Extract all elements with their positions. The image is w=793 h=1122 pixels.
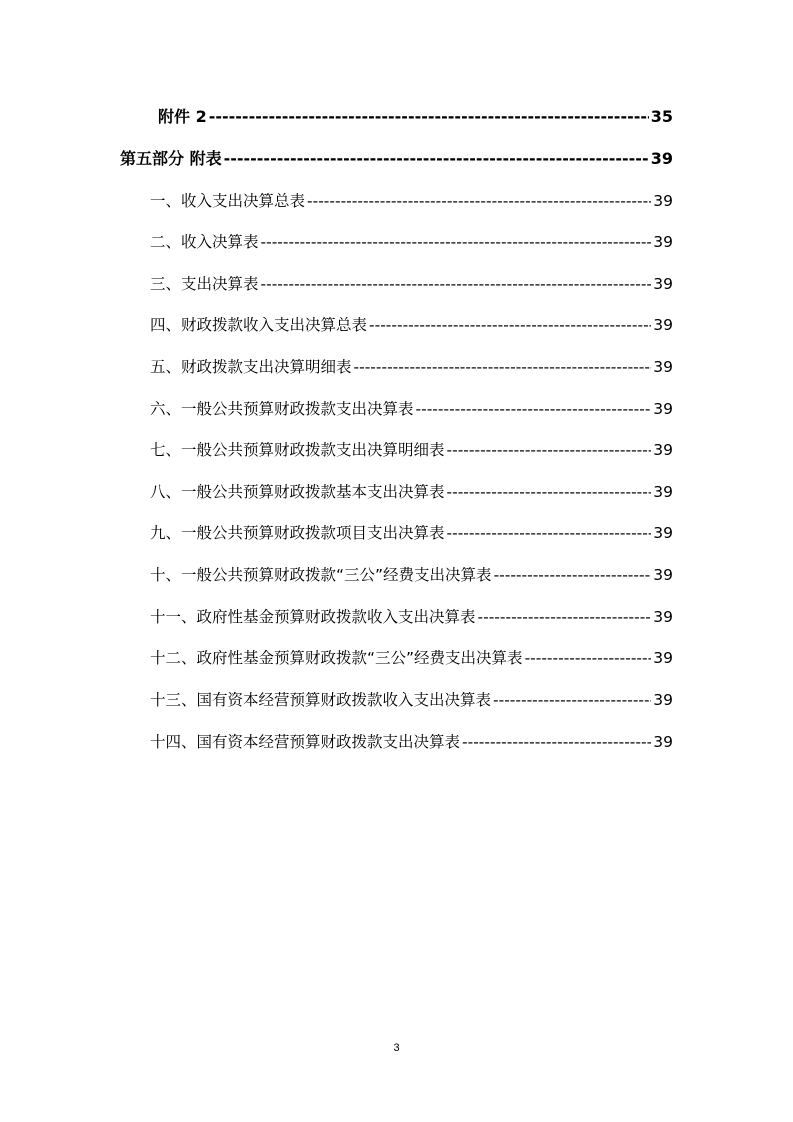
toc-entry-label: 附件 2 bbox=[158, 107, 207, 126]
toc-entry-8[interactable] bbox=[150, 479, 673, 505]
toc-entry-label: 十一、政府性基金预算财政拨款收入支出决算表 bbox=[150, 608, 476, 626]
toc-entry-page: 39 bbox=[653, 733, 673, 751]
toc-entry-label: 五、财政拨款支出决算明细表 bbox=[150, 358, 352, 376]
toc-entry-label: 八、一般公共预算财政拨款基本支出决算表 bbox=[150, 483, 445, 501]
toc-entry-page: 39 bbox=[653, 192, 673, 210]
toc-leader bbox=[369, 312, 651, 338]
toc-entry-label: 十三、国有资本经营预算财政拨款收入支出决算表 bbox=[150, 691, 492, 709]
toc-entry-6[interactable] bbox=[150, 396, 673, 422]
toc-leader bbox=[307, 188, 651, 214]
toc-entry-label: 一、收入支出决算总表 bbox=[150, 192, 306, 210]
toc-entry-page: 39 bbox=[653, 233, 673, 251]
toc-entry-2[interactable] bbox=[150, 229, 673, 255]
toc-leader bbox=[447, 479, 652, 505]
toc-leader bbox=[261, 229, 652, 255]
toc-leader bbox=[416, 396, 652, 422]
toc-entry-page: 39 bbox=[650, 149, 673, 168]
toc-entry-page: 39 bbox=[653, 524, 673, 542]
toc-leader bbox=[462, 729, 651, 755]
toc-entry-page: 39 bbox=[653, 483, 673, 501]
toc-entry-page: 39 bbox=[653, 608, 673, 626]
toc-leader bbox=[525, 645, 652, 671]
toc-entry-13[interactable] bbox=[150, 687, 673, 713]
toc-leader bbox=[354, 354, 652, 380]
toc-entry-label: 九、一般公共预算财政拨款项目支出决算表 bbox=[150, 524, 445, 542]
toc-leader bbox=[493, 687, 651, 713]
toc-entry-label: 七、一般公共预算财政拨款支出决算明细表 bbox=[150, 441, 445, 459]
toc-entry-label: 六、一般公共预算财政拨款支出决算表 bbox=[150, 400, 414, 418]
toc-entry-appendix-2[interactable] bbox=[158, 104, 673, 130]
toc-entry-label: 二、收入决算表 bbox=[150, 233, 259, 251]
toc-leader bbox=[447, 437, 652, 463]
toc-entry-page: 39 bbox=[653, 691, 673, 709]
toc-entry-1[interactable] bbox=[150, 188, 673, 214]
toc-entry-label: 十、一般公共预算财政拨款“三公”经费支出决算表 bbox=[150, 566, 492, 584]
toc-entry-page: 39 bbox=[653, 358, 673, 376]
toc-entry-5[interactable] bbox=[150, 354, 673, 380]
toc-leader bbox=[494, 562, 652, 588]
toc-entry-10[interactable] bbox=[150, 562, 673, 588]
toc-entry-label: 第五部分 附表 bbox=[120, 149, 222, 168]
toc-entry-page: 39 bbox=[653, 566, 673, 584]
toc-entry-3[interactable] bbox=[150, 271, 673, 297]
toc-entry-page: 35 bbox=[650, 107, 673, 126]
toc-entry-page: 39 bbox=[653, 441, 673, 459]
toc-entry-label: 十二、政府性基金预算财政拨款“三公”经费支出决算表 bbox=[150, 649, 523, 667]
toc-entry-4[interactable] bbox=[150, 312, 673, 338]
toc-entry-page: 39 bbox=[653, 316, 673, 334]
toc-entry-label: 十四、国有资本经营预算财政拨款支出决算表 bbox=[150, 733, 461, 751]
toc-entry-9[interactable] bbox=[150, 520, 673, 546]
toc-leader bbox=[224, 146, 649, 172]
toc-entry-14[interactable] bbox=[150, 729, 673, 755]
toc-entry-page: 39 bbox=[653, 649, 673, 667]
toc-entry-page: 39 bbox=[653, 400, 673, 418]
toc-entry-7[interactable] bbox=[150, 437, 673, 463]
toc-leader bbox=[261, 271, 652, 297]
toc-entry-part-5[interactable] bbox=[120, 146, 673, 172]
toc-entry-page: 39 bbox=[653, 275, 673, 293]
toc-leader bbox=[447, 520, 652, 546]
toc-leader bbox=[209, 104, 649, 130]
page-number: 3 bbox=[393, 1042, 400, 1054]
toc-leader bbox=[478, 604, 652, 630]
toc-entry-11[interactable] bbox=[150, 604, 673, 630]
toc-entry-label: 四、财政拨款收入支出决算总表 bbox=[150, 316, 368, 334]
toc-entry-label: 三、支出决算表 bbox=[150, 275, 259, 293]
toc-entry-12[interactable] bbox=[150, 645, 673, 671]
